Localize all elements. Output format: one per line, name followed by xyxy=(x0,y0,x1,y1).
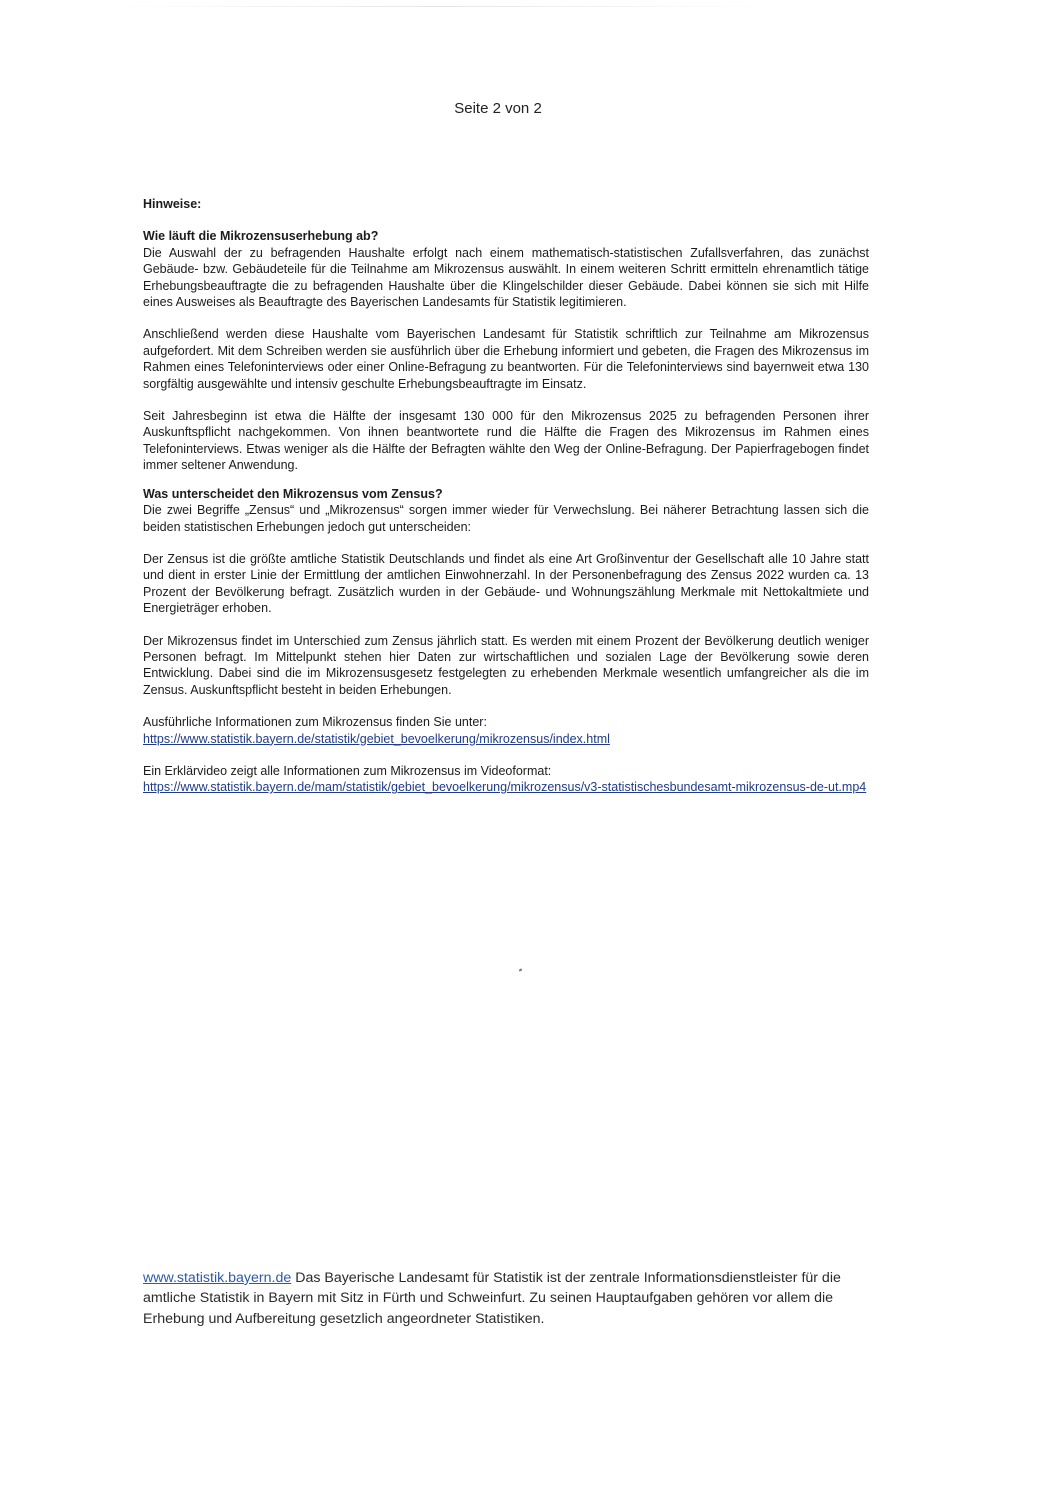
scan-speck xyxy=(519,968,523,971)
info-block xyxy=(143,714,869,747)
footer-text: Das Bayerische Landesamt für Statistik ist der zentrale Informationsdienstleister für die amtliche Statistik in Bayern mit Sitz in Fürth und Schweinfurt. Zu seinen Hauptaufgaben gehören vor allem die Erhebung und Aufbereitung gesetzlich angeordneter Statistiken. xyxy=(143,1270,841,1327)
info-text: Ausführliche Informationen zum Mikrozensus finden Sie unter: xyxy=(143,715,487,730)
section-title-process: Wie läuft die Mikrozensuserhebung ab? xyxy=(143,229,379,244)
footer-website-link[interactable]: www.statistik.bayern.de xyxy=(143,1270,292,1286)
video-text: Ein Erklärvideo zeigt alle Informationen zum Mikrozensus im Videoformat: xyxy=(143,763,552,778)
paragraph-mikrozensus: Der Mikrozensus findet im Unterschied zum Zensus jährlich statt. Es werden mit einem Prozent der Bevölkerung deutlich weniger Personen befragt. Im Mittelpunkt stehen hier Daten zur wirtschaftlichen und sozialen Lage der Bevölkerung sowie deren Entwicklung. Dabei sind die im Mikrozensusgesetz festgelegten zu erhebenden Merkmale wesentlich umfangreicher als die im Zensus. Auskunftspflicht besteht in beiden Erhebungen. xyxy=(143,633,869,697)
page-number: Seite 2 von 2 xyxy=(454,100,542,117)
paragraph-invitation: Anschließend werden diese Haushalte vom Bayerischen Landesamt für Statistik schriftlich zur Teilnahme am Mikrozensus aufgefordert. Mit dem Schreiben werden sie ausführlich über die Erhebung informiert und gebeten, die Fragen des Mikrozensus im Rahmen eines Telefoninterviews oder einer Online-Befragung zu beantworten. Für die Telefoninterviews sind bayernweit etwa 130 sorgfältig ausgewählte und intensiv geschulte Erhebungsbeauftragte im Einsatz. xyxy=(143,327,869,391)
paragraph-zensus: Der Zensus ist die größte amtliche Statistik Deutschlands und findet als eine Art Großinventur der Gesellschaft alle 10 Jahre statt und dient in erster Linie der Ermittlung der amtlichen Einwohnerzahl. In der Personenbefragung des Zensus 2022 wurden ca. 13 Prozent der Bevölkerung befragt. Zusätzlich wurden in der Gebäude- und Wohnungszählung Merkmale mit Nettokaltmiete und Energieträger erhoben. xyxy=(143,551,869,616)
paragraph-terms: Die zwei Begriffe „Zensus“ und „Mikrozensus“ sorgen immer wieder für Verwechslung. Bei näherer Betrachtung lassen sich die beiden statistischen Erhebungen jedoch gut unterscheiden: xyxy=(143,503,869,534)
info-link[interactable]: https://www.statistik.bayern.de/statistik/gebiet_bevoelkerung/mikrozensus/index.html xyxy=(143,731,610,746)
document-body xyxy=(143,196,869,812)
notes-label: Hinweise: xyxy=(143,197,202,211)
paragraph-selection: Die Auswahl der zu befragenden Haushalte erfolgt nach einem mathematisch-statistischen Zufallsverfahren, das zunächst Gebäude- bzw. Gebäudeteile für die Teilnahme am Mikrozensus auswählt. In einem weiteren Schritt ermitteln ehrenamtlich tätige Erhebungsbeauftragte die zu befragenden Haushalte über die Klingelschilder dieser Gebäude. Dabei können sie sich mit Hilfe eines Ausweises als Beauftragte des Bayerischen Landesamts für Statistik legitimieren. xyxy=(143,245,869,310)
video-block xyxy=(143,763,869,796)
video-link[interactable]: https://www.statistik.bayern.de/mam/statistik/gebiet_bevoelkerung/mikrozensus/v3-statistischesbundesamt-mikrozensus-de-ut.mp4 xyxy=(143,780,867,795)
footer xyxy=(143,1268,859,1329)
paragraph-progress: Seit Jahresbeginn ist etwa die Hälfte der insgesamt 130 000 für den Mikrozensus 2025 zu befragenden Personen ihrer Auskunftspflicht nachgekommen. Von ihnen beantwortete rund die Hälfte die Fragen des Mikrozensus im Rahmen eines Telefoninterviews. Etwas weniger als die Hälfte der Befragten wählte den Weg der Online-Befragung. Der Papierfragebogen findet immer seltener Anwendung. xyxy=(143,409,869,473)
scan-artifact-line xyxy=(120,6,760,7)
section-title-difference: Was unterscheidet den Mikrozensus vom Zensus? xyxy=(143,486,443,501)
